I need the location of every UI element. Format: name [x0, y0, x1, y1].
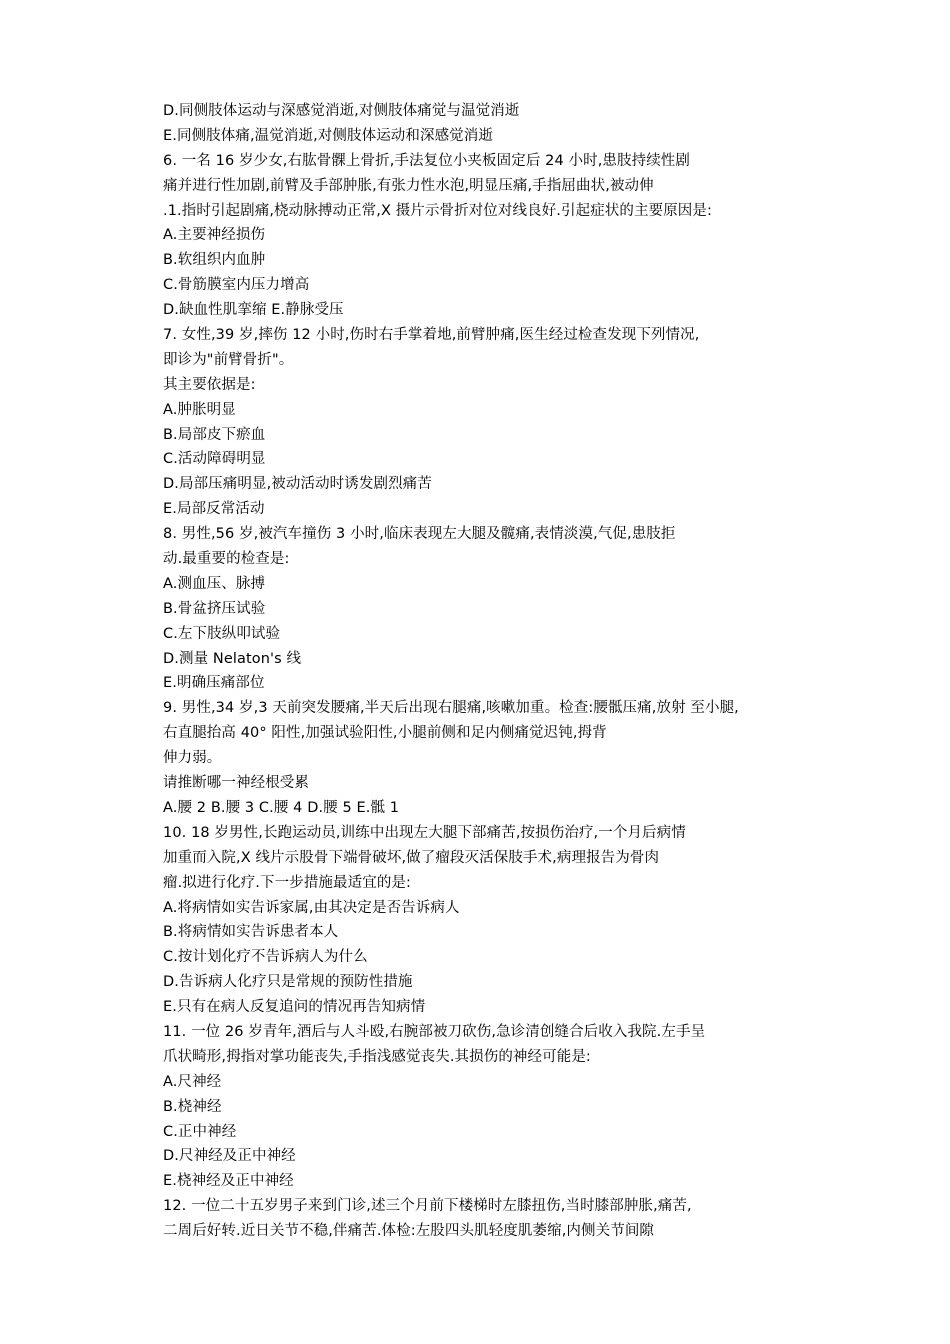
- text-line: E.同侧肢体痛,温觉消逝,对侧肢体运动和深感觉消逝: [163, 127, 493, 144]
- text-line: D.告诉病人化疗只是常规的预防性措施: [163, 974, 413, 991]
- text-line: A.测血压、脉搏: [163, 575, 266, 592]
- text-line: 爪状畸形,拇指对掌功能丧失,手指浅感觉丧失.其损伤的神经可能是:: [163, 1048, 591, 1065]
- text-line: E.局部反常活动: [163, 501, 265, 518]
- text-line: A.主要神经损伤: [163, 227, 266, 244]
- text-line: 6. 一名 16 岁少女,右肱骨髁上骨折,手法复位小夹板固定后 24 小时,患肢持续性剧: [163, 152, 691, 169]
- text-line: C.按计划化疗不告诉病人为什么: [163, 949, 368, 966]
- text-line: 12. 一位二十五岁男子来到门诊,述三个月前下楼梯时左膝扭伤,当时膝部肿胀,痛苦,: [163, 1198, 692, 1215]
- text-line: B.软组织内血肿: [163, 252, 266, 269]
- text-line: E.明确压痛部位: [163, 675, 265, 692]
- text-line: A.肿胀明显: [163, 401, 236, 418]
- text-line: D.缺血性肌挛缩 E.静脉受压: [163, 302, 344, 319]
- text-line: 9. 男性,34 岁,3 天前突发腰痛,半天后出现右腿痛,咳嗽加重。检查:腰骶压痛,放射 至小腿,: [163, 700, 739, 717]
- text-line: D.测量 Nelaton's 线: [163, 650, 302, 667]
- text-line: C.活动障碍明显: [163, 451, 266, 468]
- text-line: 请推断哪一神经根受累: [163, 775, 309, 792]
- text-line: A.腰 2 B.腰 3 C.腰 4 D.腰 5 E.骶 1: [163, 799, 400, 816]
- document-body: [163, 99, 863, 1244]
- text-line: D.同侧肢体运动与深感觉消逝,对侧肢体痛觉与温觉消逝: [163, 103, 520, 119]
- text-line: 二周后好转.近日关节不稳,伴痛苦.体检:左股四头肌轻度肌萎缩,内侧关节间隙: [163, 1223, 655, 1240]
- text-line: 痛并进行性加剧,前臂及手部肿胀,有张力性水泡,明显压痛,手指屈曲状,被动伸: [163, 177, 654, 194]
- text-line: 动.最重要的检查是:: [163, 551, 290, 568]
- text-line: 加重而入院,X 线片示股骨下端骨破坏,做了瘤段灭活保肢手术,病理报告为骨肉: [163, 849, 660, 866]
- text-line: E.桡神经及正中神经: [163, 1173, 294, 1190]
- text-line: 11. 一位 26 岁青年,酒后与人斗殴,右腕部被刀砍伤,急诊清创缝合后收入我院.左手呈: [163, 1023, 706, 1040]
- text-line: 10. 18 岁男性,长跑运动员,训练中出现左大腿下部痛苦,按损伤治疗,一个月后病情: [163, 824, 686, 841]
- text-line: .1.指时引起剧痛,桡动脉搏动正常,X 摄片示骨折对位对线良好.引起症状的主要原因是:: [163, 202, 712, 219]
- text-line: 其主要依据是:: [163, 376, 256, 393]
- text-line: B.将病情如实告诉患者本人: [163, 924, 339, 941]
- text-line: C.正中神经: [163, 1123, 237, 1140]
- text-line: B.桡神经: [163, 1098, 222, 1115]
- text-line: D.局部压痛明显,被动活动时诱发剧烈痛苦: [163, 476, 432, 493]
- text-line: 7. 女性,39 岁,摔伤 12 小时,伤时右手掌着地,前臂肿痛,医生经过检查发现下列情况,: [163, 327, 700, 344]
- text-line: 伸力弱。: [163, 750, 222, 767]
- text-line: A.将病情如实告诉家属,由其决定是否告诉病人: [163, 899, 460, 916]
- text-line: C.骨筋膜室内压力增高: [163, 277, 310, 294]
- text-line: C.左下肢纵叩试验: [163, 625, 281, 642]
- text-line: 8. 男性,56 岁,被汽车撞伤 3 小时,临床表现左大腿及髋痛,表情淡漠,气促,患肢拒: [163, 526, 676, 543]
- text-line: A.尺神经: [163, 1073, 222, 1090]
- text-line: B.局部皮下瘀血: [163, 426, 266, 443]
- text-line: E.只有在病人反复追问的情况再告知病情: [163, 999, 426, 1016]
- text-line: B.骨盆挤压试验: [163, 600, 266, 617]
- text-line: 右直腿抬高 40° 阳性,加强试验阳性,小腿前侧和足内侧痛觉迟钝,拇背: [163, 725, 607, 742]
- text-line: 瘤.拟进行化疗.下一步措施最适宜的是:: [163, 874, 412, 891]
- text-line: D.尺神经及正中神经: [163, 1148, 296, 1165]
- text-line: 即诊为"前臂骨折"。: [163, 351, 294, 368]
